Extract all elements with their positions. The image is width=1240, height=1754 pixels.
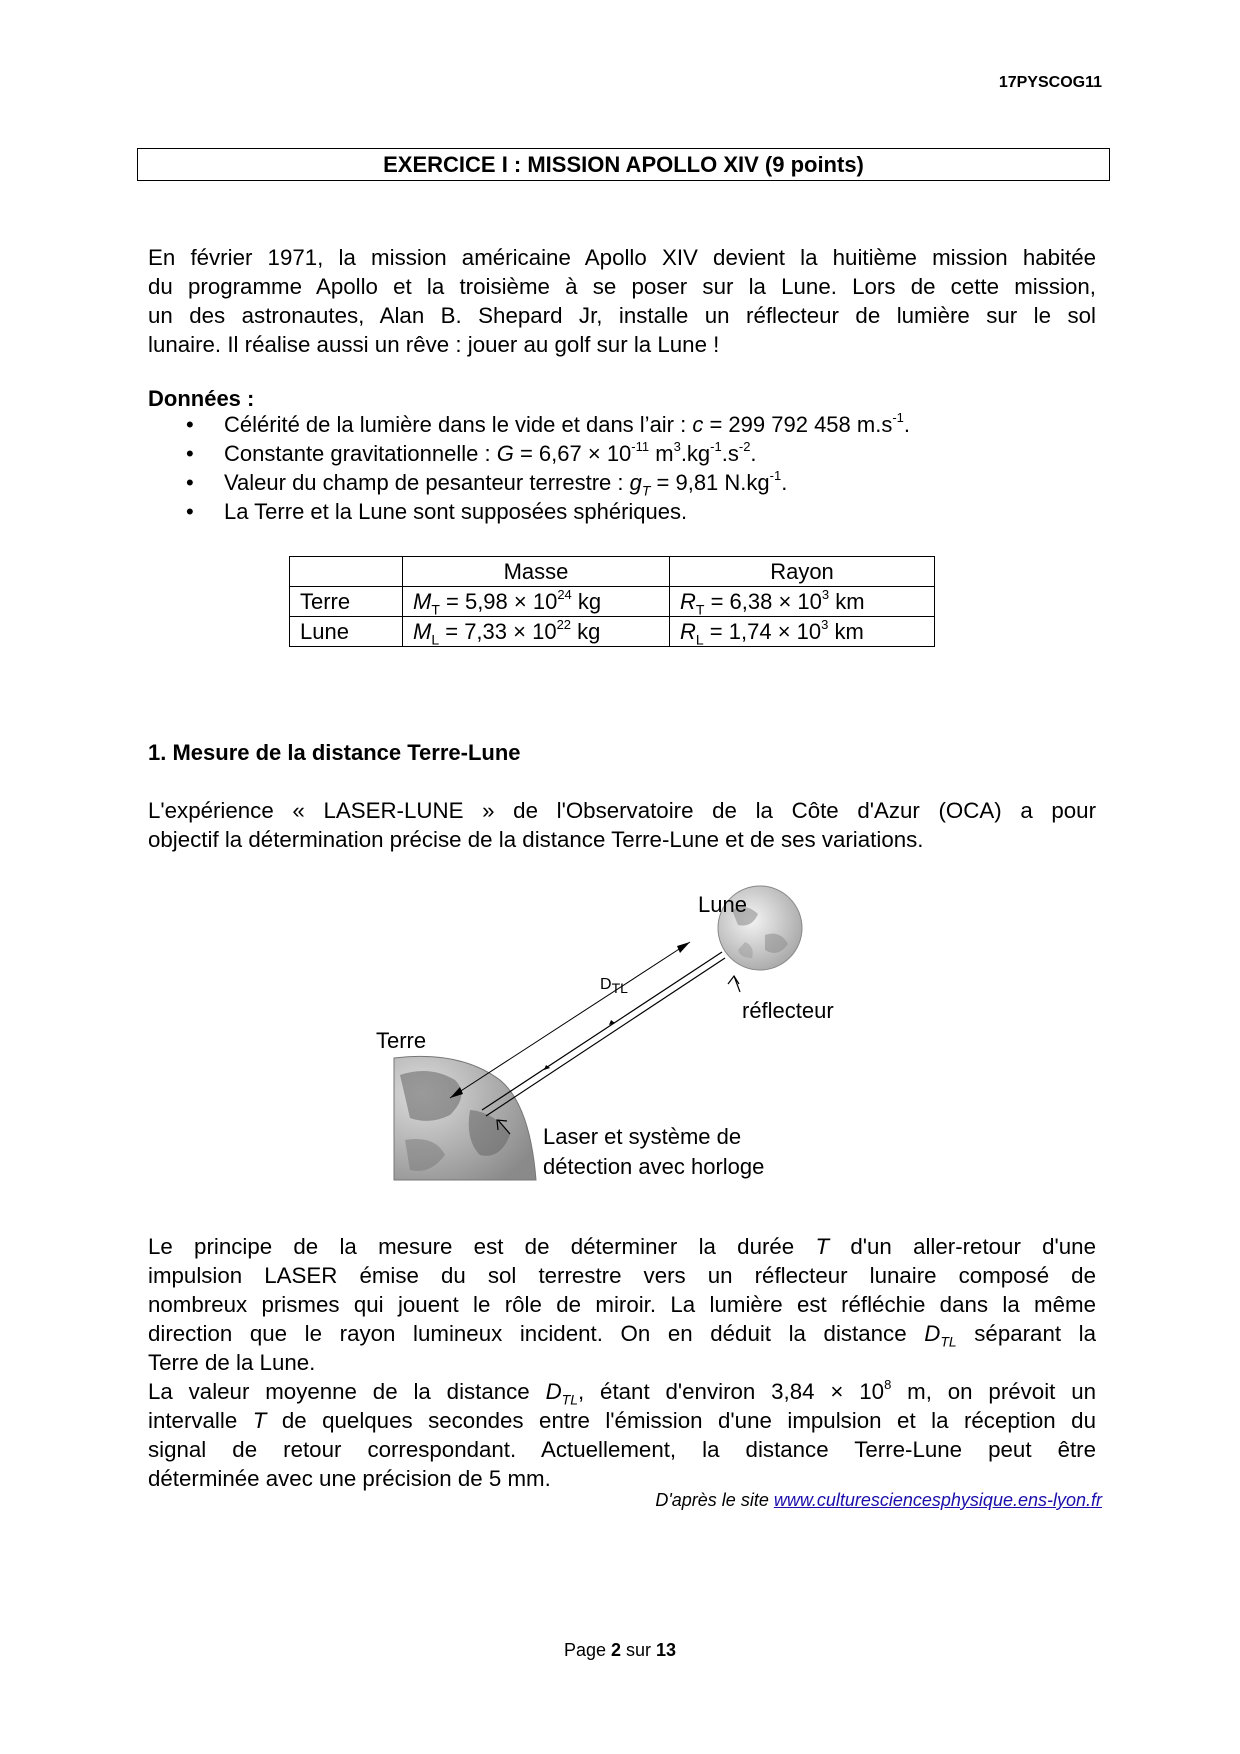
source-citation: D'après le site www.culturesciencesphysique.ens-lyon.fr [655,1490,1102,1510]
list-item: • La Terre et la Lune sont supposées sphériques. [186,499,688,524]
paragraph-line: impulsion LASER émise du sol terrestre vers un réflecteur lunaire composé de [148,1263,1096,1288]
intro-line: En février 1971, la mission américaine Apollo XIV devient la huitième mission habitée [148,245,1096,270]
distance-dimension-line [450,942,690,1098]
laser-label-line1: Laser et système de [543,1124,742,1149]
earth-moon-diagram [360,880,880,1190]
table-cell-label: Terre [290,587,403,617]
intro-line: du programme Apollo et la troisième à se poser sur la Lune. Lors de cette mission, [148,274,1096,299]
table-cell-mass: $M_L = 7,33 \times 10^{22}$ kg [403,617,670,647]
table-header-cell [290,557,403,587]
table-header-cell: Rayon [670,557,935,587]
principle-paragraph [148,1232,1096,1493]
paragraph-line: L'expérience « LASER-LUNE » de l'Observatoire de la Côte d'Azur (OCA) a pour [148,798,1096,823]
laser-label-line2: détection avec horloge [543,1154,765,1179]
table-row [290,587,935,617]
paragraph-line: objectif la détermination précise de la distance Terre-Lune et de ses variations. [148,827,924,852]
paragraph-line: Terre de la Lune. [148,1350,316,1375]
intro-line: un des astronautes, Alan B. Shepard Jr, installe un réflecteur de lumière sur le sol [148,303,1096,328]
section-heading: 1. Mesure de la distance Terre-Lune [148,740,521,765]
intro-paragraph [148,243,1096,359]
list-item: • Valeur du champ de pesanteur terrestre : $g_T = 9,81$ $N.kg^{-1}$. [186,467,788,499]
source-link[interactable]: www.culturesciencesphysique.ens-lyon.fr [773,1490,1102,1510]
page-footer: Page 2 sur 13 [563,1640,677,1660]
distance-label: DTL [600,976,628,996]
paragraph-line: déterminée avec une précision de 5 mm. [148,1466,551,1491]
paragraph-line: signal de retour correspondant. Actuellement, la distance Terre-Lune peut être [148,1437,1096,1462]
data-table [289,556,935,647]
earth-label: Terre [376,1028,427,1053]
dimension-arrowhead [677,942,690,953]
table-row [290,617,935,647]
exercise-title: EXERCICE I : MISSION APOLLO XIV (9 points) [137,148,1110,181]
earth-globe [394,1056,536,1180]
paragraph-line: intervalle T de quelques secondes entre l'émission d'une impulsion et la réception du [148,1408,1096,1433]
intro-line: lunaire. Il réalise aussi un rêve : jouer au golf sur la Lune ! [148,332,720,357]
table-cell-label: Lune [290,617,403,647]
paragraph-line: Le principe de la mesure est de déterminer la durée T d'un aller-retour d'une [148,1234,1096,1259]
donnees-list [186,410,910,526]
donnees-heading: Données : [148,386,255,411]
moon-label: Lune [698,892,747,917]
list-item: • Célérité de la lumière dans le vide et dans l’air : c = 299 792 458 $m.s^{-1}$. [186,409,911,437]
reflector-label: réflecteur [742,998,834,1023]
table-header-row [290,557,935,587]
bullet-icon: • [186,441,194,466]
reflector-pointer-head [728,976,739,984]
section1-paragraph [148,796,1096,854]
bullet-icon: • [186,499,194,524]
paragraph-line: direction que le rayon lumineux incident. On en déduit la distance $D_{TL}$ séparant la [148,1321,1097,1350]
table-cell-radius: $R_T = 6,38 \times 10^3$ km [670,587,935,617]
table-cell-radius: $R_L = 1,74 \times 10^3$ km [670,617,935,647]
bullet-icon: • [186,412,194,437]
table-header-cell: Masse [403,557,670,587]
paragraph-line: La valeur moyenne de la distance $D_{TL}$, étant d'environ $3,84 \times 10^8$ m, on prévoit un [148,1376,1096,1408]
table-cell-mass: $M_T = 5,98 \times 10^{24}$ kg [403,587,670,617]
document-code: 17PYSCOG11 [998,74,1102,91]
bullet-icon: • [186,470,194,495]
paragraph-line: nombreux prismes qui jouent le rôle de miroir. La lumière est réfléchie dans la même [148,1292,1096,1317]
list-item: • Constante gravitationnelle : $G = 6,67 \times 10^{-11}$ $m^3.kg^{-1}.s^{-2}$. [186,438,757,466]
